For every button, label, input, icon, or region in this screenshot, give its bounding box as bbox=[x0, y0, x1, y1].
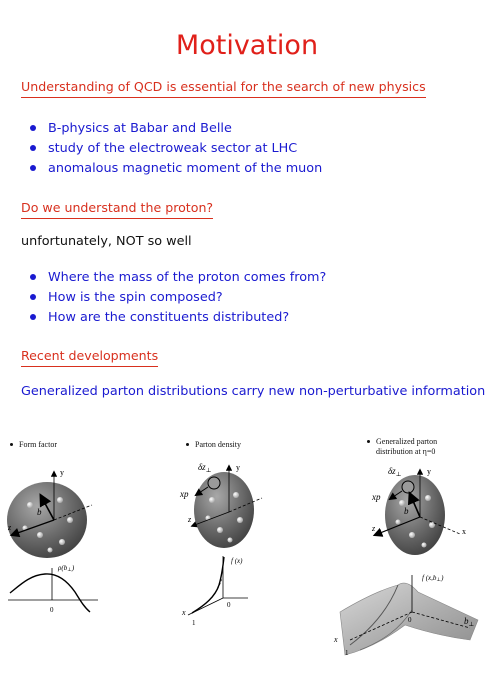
label-zero: 0 bbox=[408, 616, 412, 624]
label-zero: 0 bbox=[227, 601, 231, 609]
list-item: anomalous magnetic moment of the muon bbox=[30, 159, 322, 179]
label-y: y bbox=[60, 468, 64, 477]
parton-dot bbox=[396, 520, 401, 525]
label-one: 1 bbox=[345, 649, 349, 657]
parton-dot bbox=[425, 495, 431, 501]
proton-statement: unfortunately, NOT so well bbox=[21, 234, 192, 249]
parton-dot bbox=[237, 517, 243, 523]
caption-form-factor: Form factor bbox=[10, 440, 57, 450]
gpd-proton bbox=[371, 466, 466, 555]
proton-ellipse bbox=[7, 482, 87, 558]
label-y: y bbox=[236, 463, 240, 472]
parton-dot bbox=[59, 539, 65, 545]
label-bperp: $b_\perp$ bbox=[464, 616, 475, 628]
label-z: z bbox=[372, 524, 376, 533]
highlighted-parton bbox=[208, 477, 220, 489]
parton-dot bbox=[67, 517, 73, 523]
label-dz: $\delta z_\perp$ bbox=[388, 466, 402, 478]
parton-dot bbox=[217, 527, 223, 533]
label-xp: xp bbox=[372, 492, 381, 502]
parton-dot bbox=[27, 502, 33, 508]
caption-gpd: Generalized parton distribution at η=0 bbox=[367, 437, 437, 457]
label-xaxis: x bbox=[334, 635, 338, 644]
parton-dot bbox=[48, 548, 53, 553]
gpd-surface-plot bbox=[333, 574, 478, 657]
parton-density-plot bbox=[181, 556, 248, 627]
label-f: f (x,b⊥) bbox=[422, 574, 444, 583]
parton-dot bbox=[228, 538, 233, 543]
section-heading-proton: Do we understand the proton? bbox=[21, 200, 213, 219]
parton-dot bbox=[422, 543, 427, 548]
gpd-statement: Generalized parton distributions carry new non-perturbative information bbox=[21, 384, 486, 399]
list-item: B-physics at Babar and Belle bbox=[30, 119, 322, 139]
label-xp: xp bbox=[180, 489, 189, 499]
caption-parton-density: Parton density bbox=[186, 440, 241, 450]
fx-curve bbox=[192, 557, 224, 613]
label-x: x bbox=[182, 608, 186, 617]
proton-ellipse bbox=[194, 472, 254, 548]
parton-dot bbox=[57, 497, 63, 503]
label-b: b bbox=[404, 506, 409, 516]
proton-ellipse bbox=[385, 475, 445, 555]
label-zero: 0 bbox=[50, 606, 54, 614]
label-rho: ρ(b⊥) bbox=[58, 564, 75, 573]
label-x: x bbox=[462, 527, 466, 536]
parton-dot bbox=[37, 532, 43, 538]
parton-dot bbox=[233, 492, 239, 498]
list-item: study of the electroweak sector at LHC bbox=[30, 139, 322, 159]
list-item: How is the spin composed? bbox=[30, 288, 326, 308]
label-one: 1 bbox=[192, 619, 196, 627]
highlighted-parton bbox=[402, 481, 414, 493]
fx-shadow-curve bbox=[192, 578, 222, 613]
list-item: How are the constituents distributed? bbox=[30, 308, 326, 328]
label-fx: f (x) bbox=[231, 557, 243, 565]
section-heading-qcd: Understanding of QCD is essential for the search of new physics bbox=[21, 79, 426, 98]
form-factor-proton bbox=[7, 468, 92, 558]
list-item: Where the mass of the proton comes from? bbox=[30, 268, 326, 288]
label-z: z bbox=[8, 523, 12, 532]
label-z: z bbox=[188, 515, 192, 524]
label-dz: $\delta z_\perp$ bbox=[198, 462, 212, 474]
page-title: Motivation bbox=[175, 30, 319, 61]
section-heading-recent: Recent developments bbox=[21, 348, 158, 367]
parton-dot bbox=[209, 497, 215, 503]
label-y: y bbox=[427, 467, 431, 476]
label-b: b bbox=[37, 507, 42, 517]
form-factor-plot bbox=[8, 564, 98, 614]
parton-dot bbox=[409, 532, 415, 538]
parton-density-proton bbox=[179, 462, 262, 548]
